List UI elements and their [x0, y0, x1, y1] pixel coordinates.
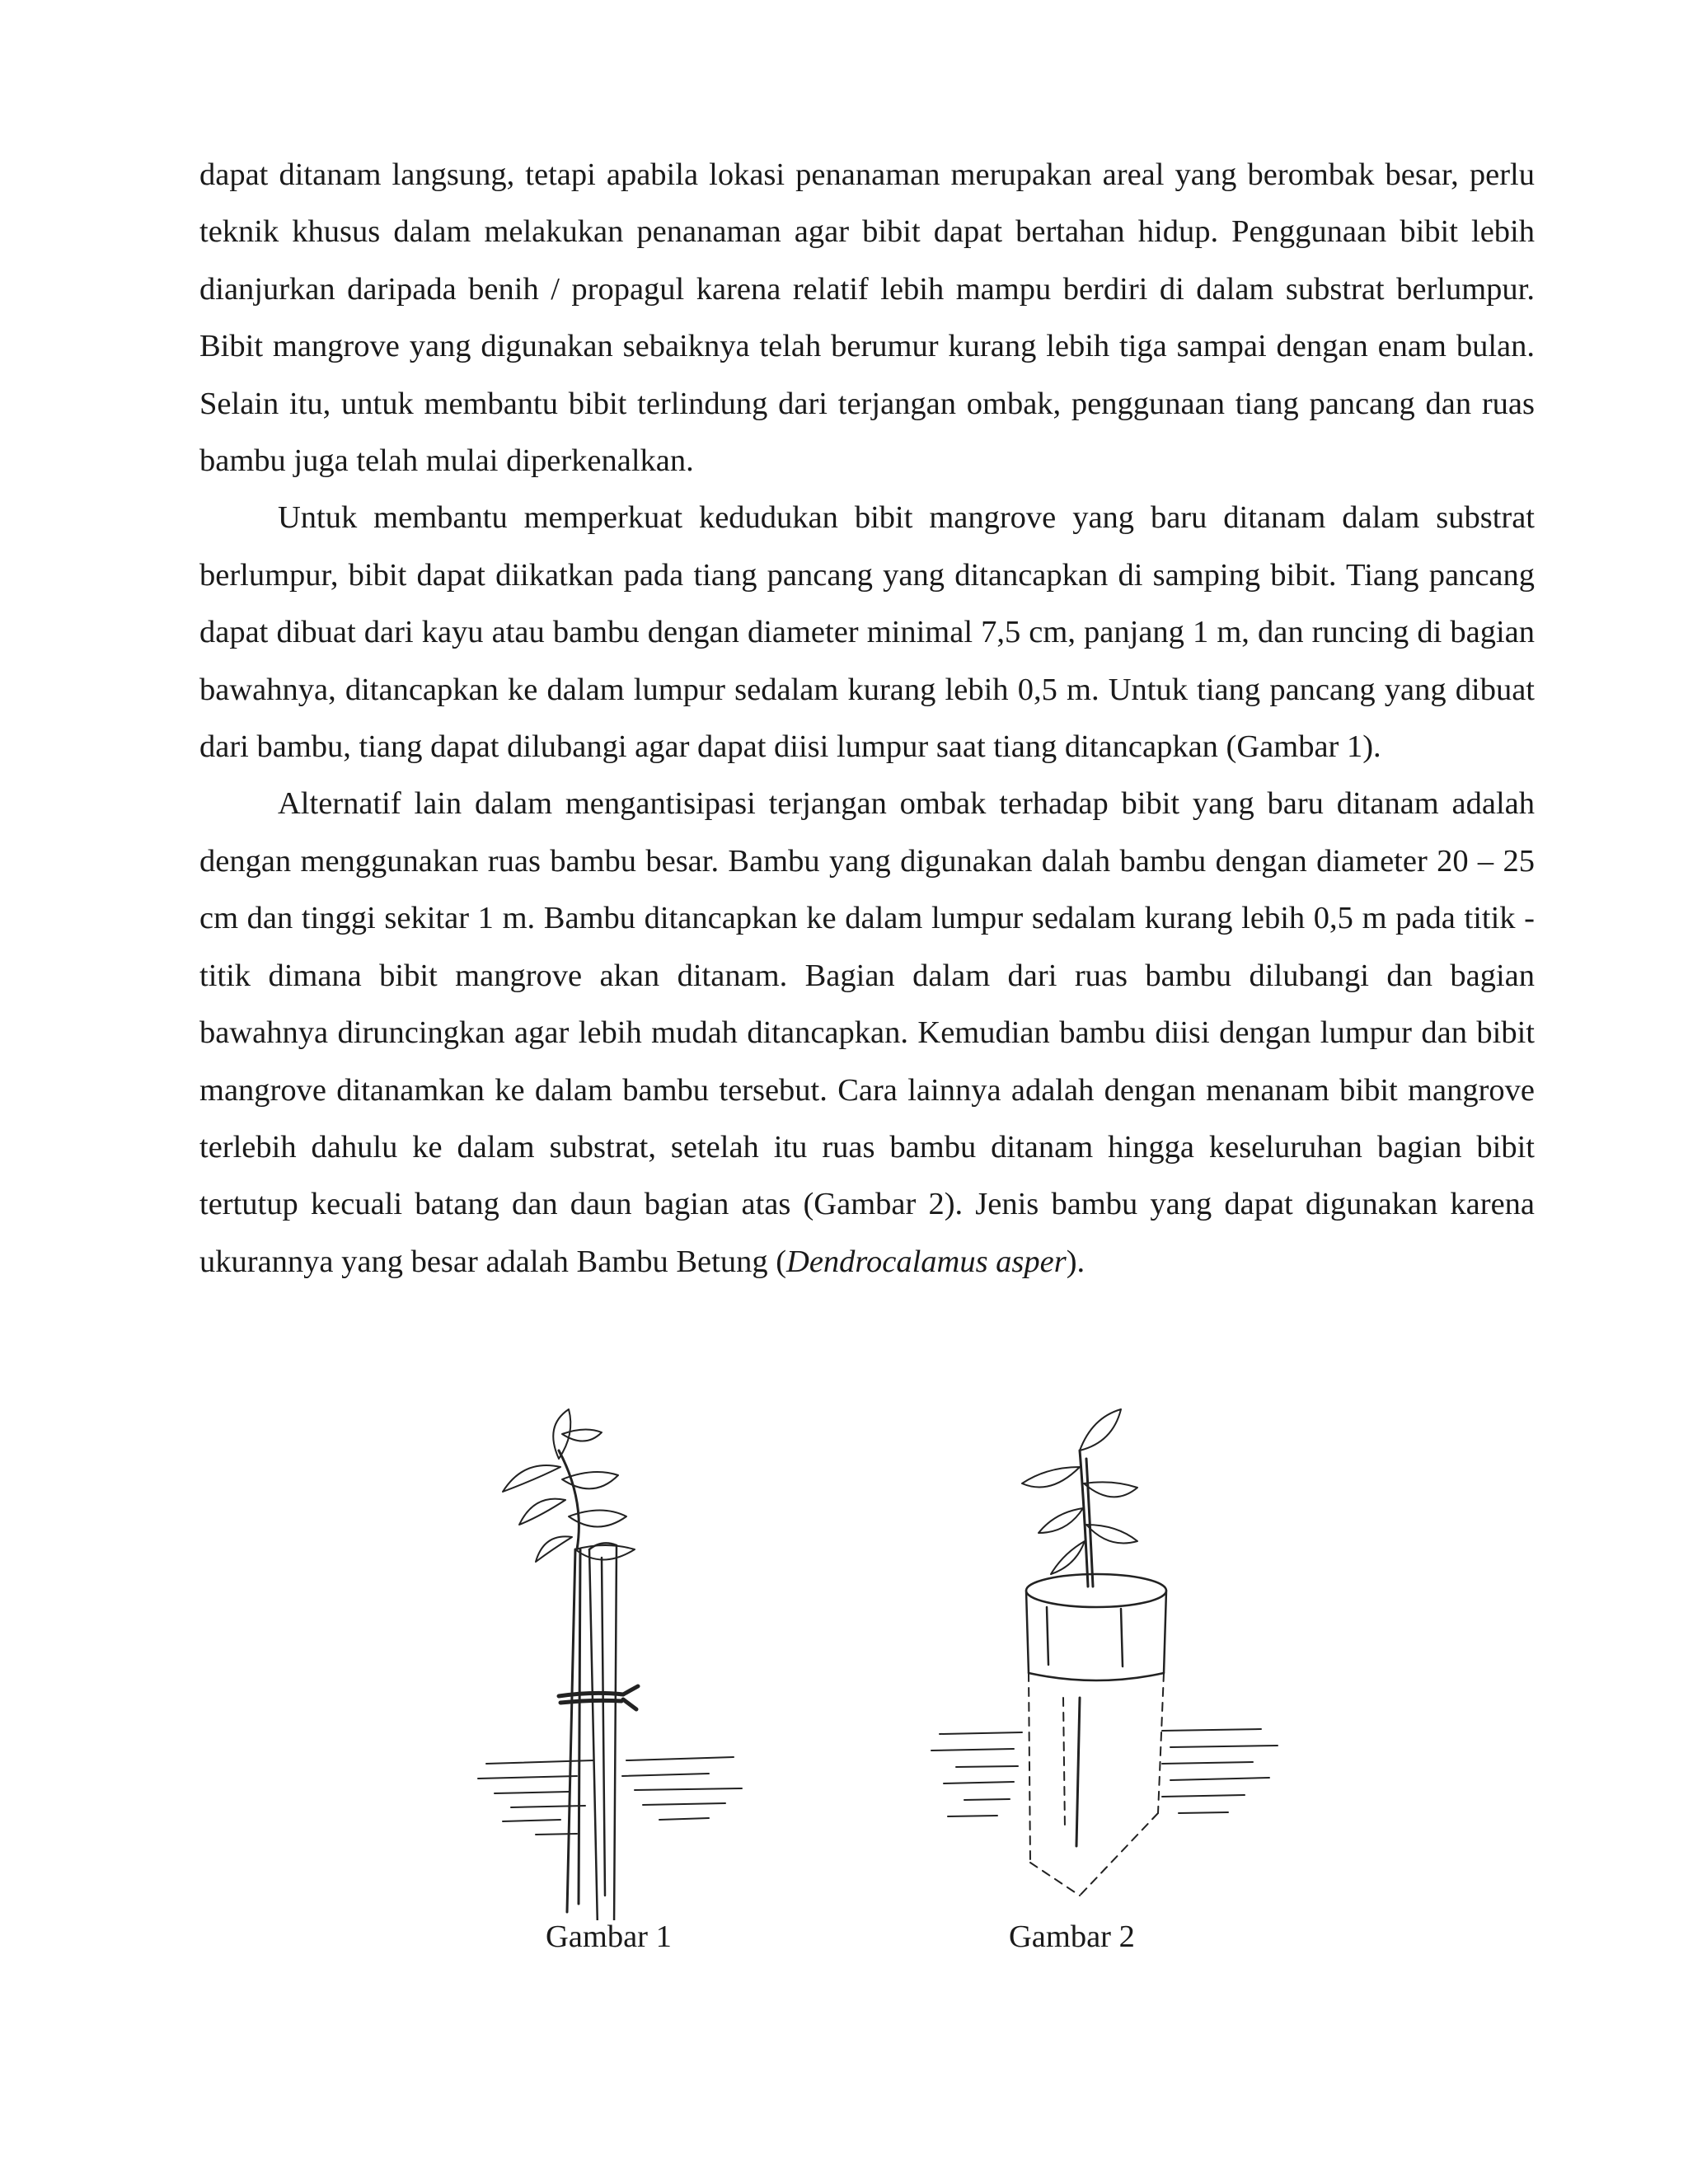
ground-lines	[478, 1757, 742, 1835]
paragraph-3-text: Alternatif lain dalam mengantisipasi terjangan ombak terhadap bibit yang baru ditanam adalah dengan menggunakan ruas bambu besar. Bambu yang digunakan dalah bambu dengan diameter 20 – 25 cm dan tinggi sekitar 1 m. Bambu ditancapkan ke dalam lumpur sedalam kurang lebih 0,5 m pada titik - titik dimana bibit mangrove akan ditanam. Bagian dalam dari ruas bambu dilubangi dan bagian bawahnya diruncingkan agar lebih mudah ditancapkan. Kemudian bambu diisi dengan lumpur dan bibit mangrove ditanamkan ke dalam bambu tersebut. Cara lainnya adalah dengan menanam bibit mangrove terlebih dahulu ke dalam substrat, setelah itu ruas bambu ditanam hingga keseluruhan bagian bibit tertutup kecuali batang dan daun bagian atas (Gambar 2). Jenis bambu yang dapat digunakan karena ukurannya yang besar adalah Bambu Betung (	[199, 786, 1535, 1279]
seedling-stem	[1076, 1451, 1093, 1846]
figure-1-caption: Gambar 1	[546, 1919, 672, 1954]
figure-1-illustration	[462, 1401, 791, 1920]
seedling-with-stake-drawing	[462, 1401, 791, 1920]
leaves	[503, 1409, 635, 1562]
figure-2-caption: Gambar 2	[1009, 1919, 1135, 1954]
species-name: Dendrocalamus asper	[786, 1244, 1067, 1279]
paragraph-2: Untuk membantu memperkuat kedudukan bibit mangrove yang baru ditanam dalam substrat berlumpur, bibit dapat diikatkan pada tiang pancang yang ditancapkan di samping bibit. Tiang pancang dapat dibuat dari kayu atau bambu dengan diameter minimal 7,5 cm, panjang 1 m, dan runcing di bagian bawahnya, ditancapkan ke dalam lumpur sedalam kurang lebih 0,5 m. Untuk tiang pancang yang dibuat dari bambu, tiang dapat dilubangi agar dapat diisi lumpur saat tiang ditancapkan (Gambar 1).	[199, 500, 1535, 765]
body-text	[199, 147, 1535, 1291]
ground-lines	[931, 1729, 1278, 1816]
seedling-in-bamboo-drawing	[915, 1401, 1294, 1920]
paragraph-3-tail: ).	[1066, 1244, 1085, 1279]
seedling-stem	[559, 1451, 580, 1912]
bamboo-segment	[1026, 1574, 1166, 1680]
buried-bamboo	[1029, 1673, 1164, 1896]
leaves	[1022, 1409, 1137, 1574]
figure-2-illustration	[915, 1401, 1294, 1920]
paragraph-3	[199, 776, 1535, 1291]
stake	[589, 1543, 617, 1920]
paragraph-1: dapat ditanam langsung, tetapi apabila lokasi penanaman merupakan areal yang berombak besar, perlu teknik khusus dalam melakukan penanaman agar bibit dapat bertahan hidup. Penggunaan bibit lebih dianjurkan daripada benih / propagul karena relatif lebih mampu berdiri di dalam substrat berlumpur. Bibit mangrove yang digunakan sebaiknya telah berumur kurang lebih tiga sampai dengan enam bulan. Selain itu, untuk membantu bibit terlindung dari terjangan ombak, penggunaan tiang pancang dan ruas bambu juga telah mulai diperkenalkan.	[199, 157, 1535, 479]
